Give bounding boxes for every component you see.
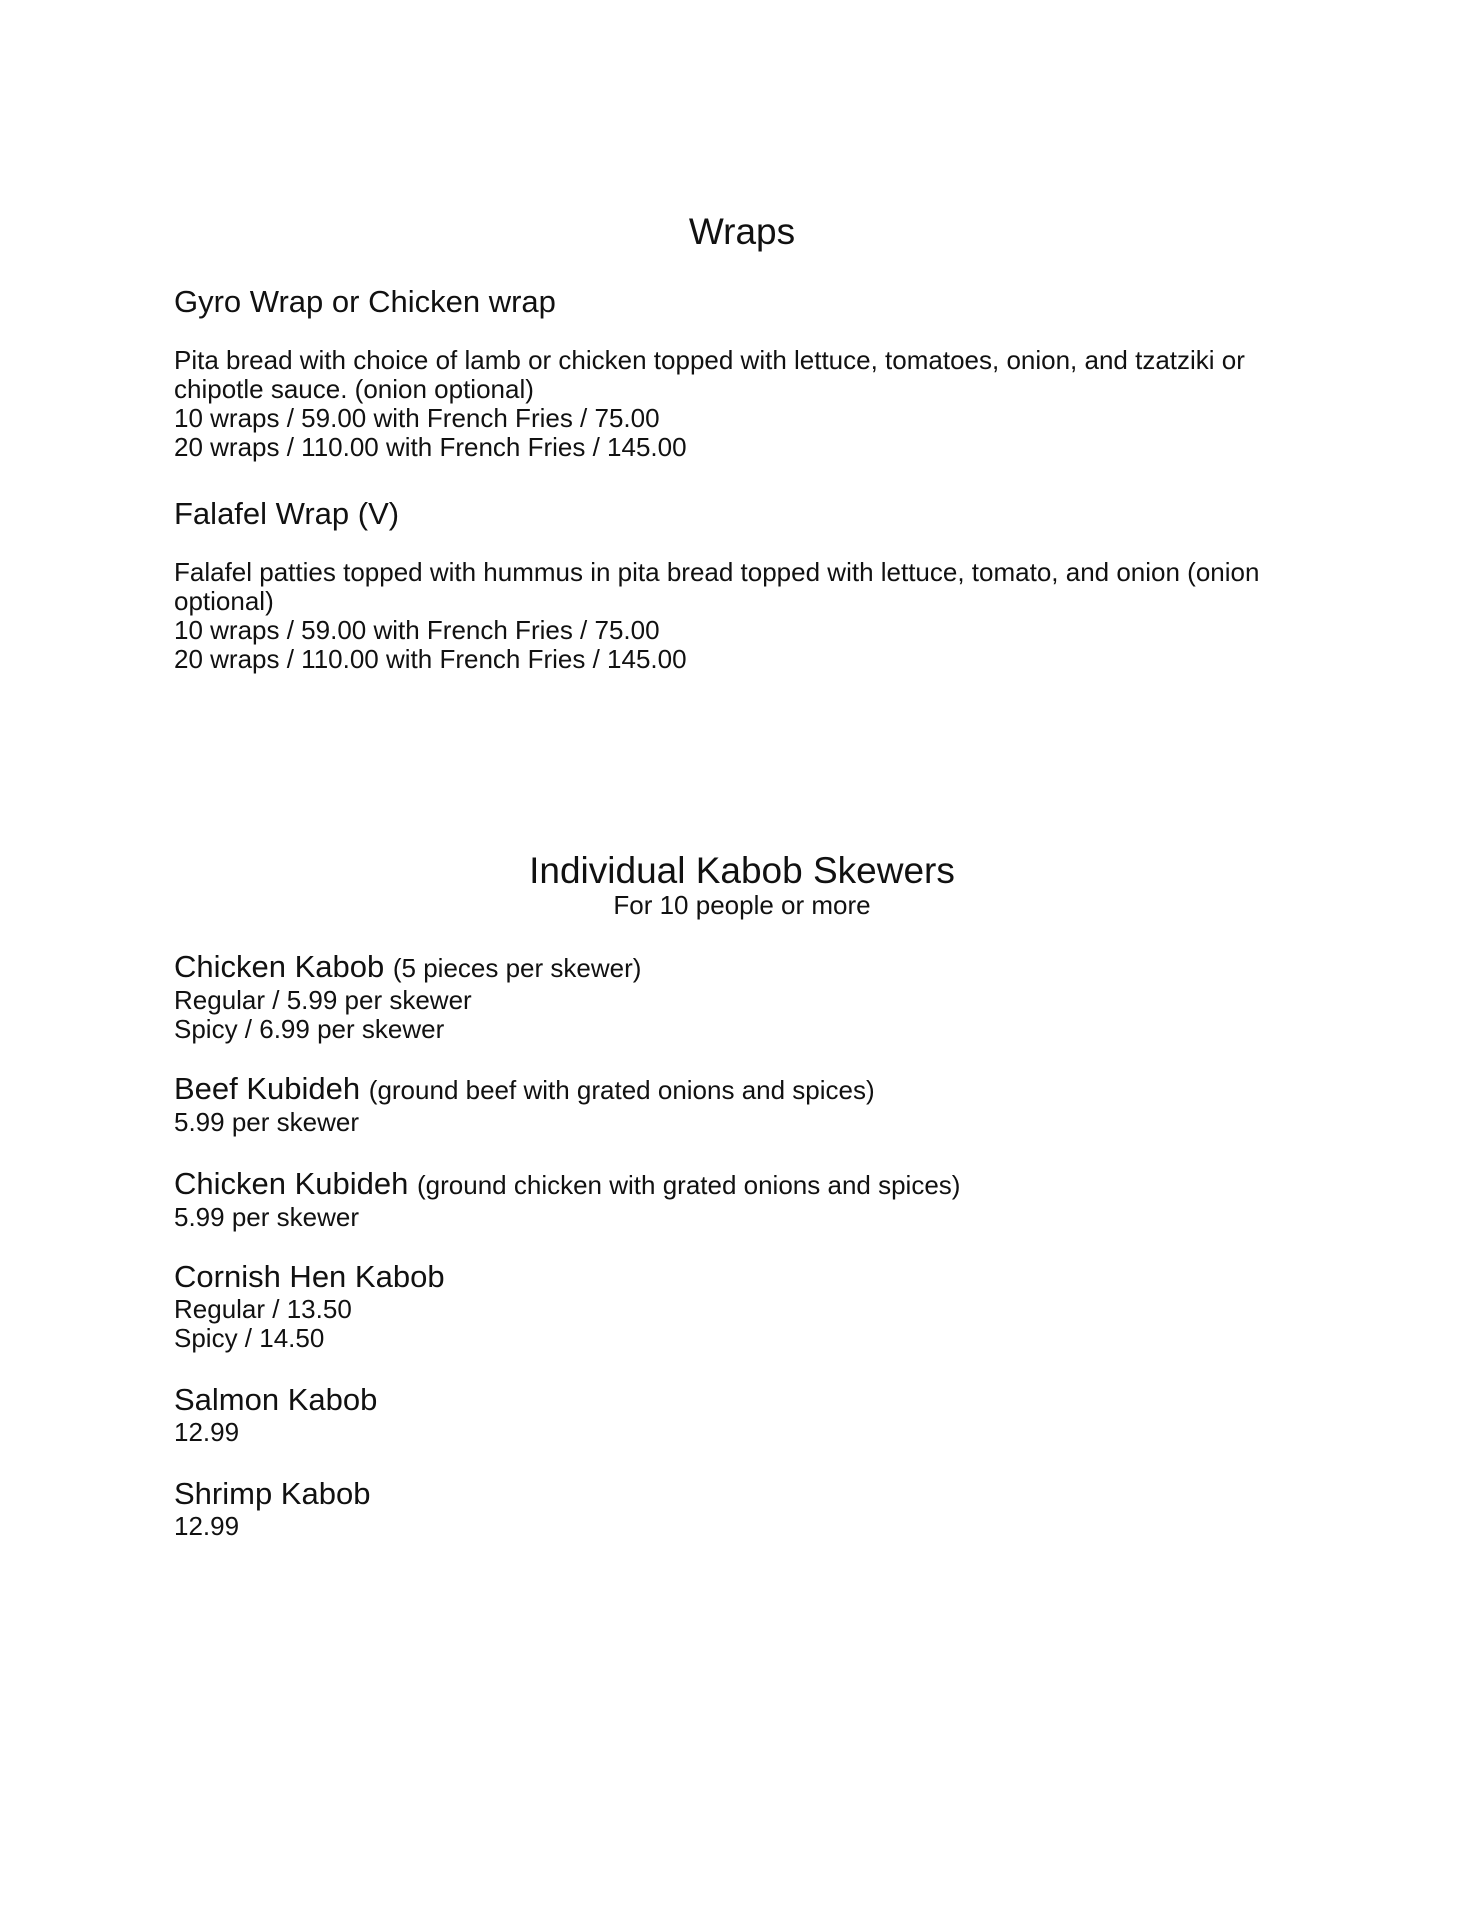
price-line: 10 wraps / 59.00 with French Fries / 75.00 — [174, 615, 660, 645]
price-line: 5.99 per skewer — [174, 1107, 359, 1137]
chicken-kabob-item — [174, 949, 1324, 1044]
kabobs-subtitle: For 10 people or more — [613, 890, 871, 920]
kabobs-title: Individual Kabob Skewers — [529, 850, 955, 891]
item-name: Salmon Kabob — [174, 1382, 378, 1417]
chicken-kubideh-item — [174, 1166, 1324, 1232]
price-line: 20 wraps / 110.00 with French Fries / 145.00 — [174, 644, 687, 674]
item-name: Beef Kubideh — [174, 1071, 361, 1106]
item-description: Falafel patties topped with hummus in pita bread topped with lettuce, tomato, and onion (onion optional) — [174, 557, 1260, 616]
gyro-wrap-item — [174, 282, 1324, 462]
price-line: 5.99 per skewer — [174, 1202, 359, 1232]
beef-kubideh-item — [174, 1071, 1324, 1137]
price-line: Spicy / 6.99 per skewer — [174, 1014, 445, 1044]
item-description: Pita bread with choice of lamb or chicken topped with lettuce, tomatoes, onion, and tzatziki or chipotle sauce. (onion optional) — [174, 345, 1245, 404]
item-heading — [174, 1071, 1324, 1108]
wraps-title: Wraps — [688, 211, 796, 252]
item-note: (ground beef with grated onions and spices) — [368, 1075, 875, 1105]
item-name: Shrimp Kabob — [174, 1476, 371, 1511]
item-name: Falafel Wrap (V) — [174, 496, 400, 531]
price-line: 12.99 — [174, 1417, 240, 1447]
item-heading — [174, 1166, 1324, 1203]
price-line: Spicy / 14.50 — [174, 1323, 325, 1353]
price-line: Regular / 13.50 — [174, 1294, 352, 1324]
shrimp-kabob-item — [174, 1476, 1324, 1541]
item-note: (5 pieces per skewer) — [392, 953, 642, 983]
falafel-wrap-item — [174, 494, 1324, 674]
salmon-kabob-item — [174, 1382, 1324, 1447]
price-line: Regular / 5.99 per skewer — [174, 985, 472, 1015]
price-line: 10 wraps / 59.00 with French Fries / 75.00 — [174, 403, 660, 433]
price-line: 12.99 — [174, 1511, 240, 1541]
item-name: Cornish Hen Kabob — [174, 1259, 445, 1294]
item-heading — [174, 949, 1324, 986]
price-line: 20 wraps / 110.00 with French Fries / 145.00 — [174, 432, 687, 462]
item-name: Gyro Wrap or Chicken wrap — [174, 284, 556, 319]
item-name: Chicken Kabob — [174, 949, 385, 984]
item-name: Chicken Kubideh — [174, 1166, 409, 1201]
item-note: (ground chicken with grated onions and spices) — [417, 1170, 961, 1200]
cornish-hen-kabob-item — [174, 1259, 1324, 1353]
